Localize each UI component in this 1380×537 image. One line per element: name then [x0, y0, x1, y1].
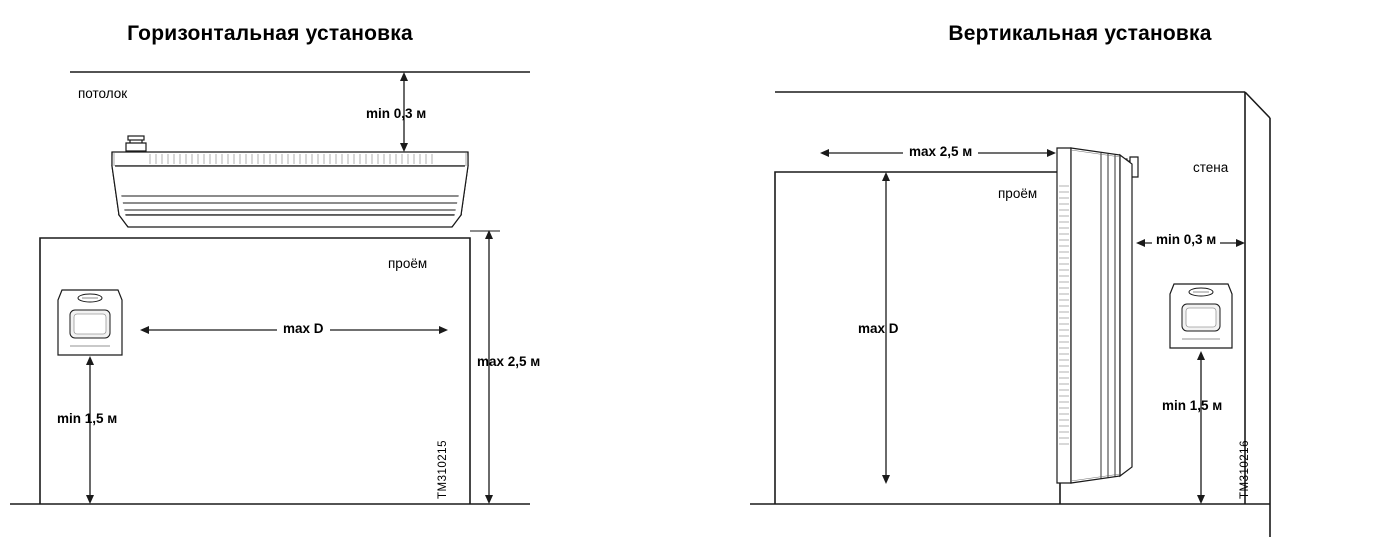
control-panel-device-vertical — [1170, 284, 1232, 348]
label-max-d: max D — [277, 321, 330, 336]
label-opening-horizontal: проём — [388, 256, 428, 271]
label-min-ceiling-gap: min 0,3 м — [366, 106, 427, 121]
opening-outline-vertical — [775, 172, 1060, 504]
control-panel-device-horizontal — [58, 290, 122, 355]
dimension-min-sensor-height-vertical — [1197, 351, 1205, 504]
label-wall: стена — [1193, 160, 1229, 175]
vertical-installation-drawing — [690, 0, 1380, 537]
label-max-height: max 2,5 м — [477, 354, 541, 369]
dimension-min-sensor-height — [86, 356, 94, 504]
opening-outline — [40, 238, 470, 504]
label-ceiling: потолок — [78, 86, 128, 101]
label-opening-vertical: проём — [998, 186, 1038, 201]
air-curtain-unit-vertical — [1057, 148, 1138, 483]
drawing-code-vertical: TM310216 — [1239, 440, 1251, 499]
label-min-sensor-height-vertical: min 1,5 м — [1162, 398, 1223, 413]
wall-corner-diagonal — [1245, 92, 1270, 118]
label-max-distance: max 2,5 м — [903, 144, 978, 159]
label-min-sensor-height: min 1,5 м — [57, 411, 118, 426]
label-min-wall-gap: min 0,3 м — [1152, 232, 1220, 247]
drawing-code-horizontal: TM310215 — [437, 440, 449, 499]
air-curtain-unit-horizontal — [112, 136, 468, 227]
panel-vertical-installation — [690, 0, 1380, 537]
label-max-d-vertical: max D — [858, 321, 899, 336]
panel-vertical-title: Вертикальная установка — [948, 22, 1212, 45]
panel-horizontal-title: Горизонтальная установка — [127, 22, 413, 45]
